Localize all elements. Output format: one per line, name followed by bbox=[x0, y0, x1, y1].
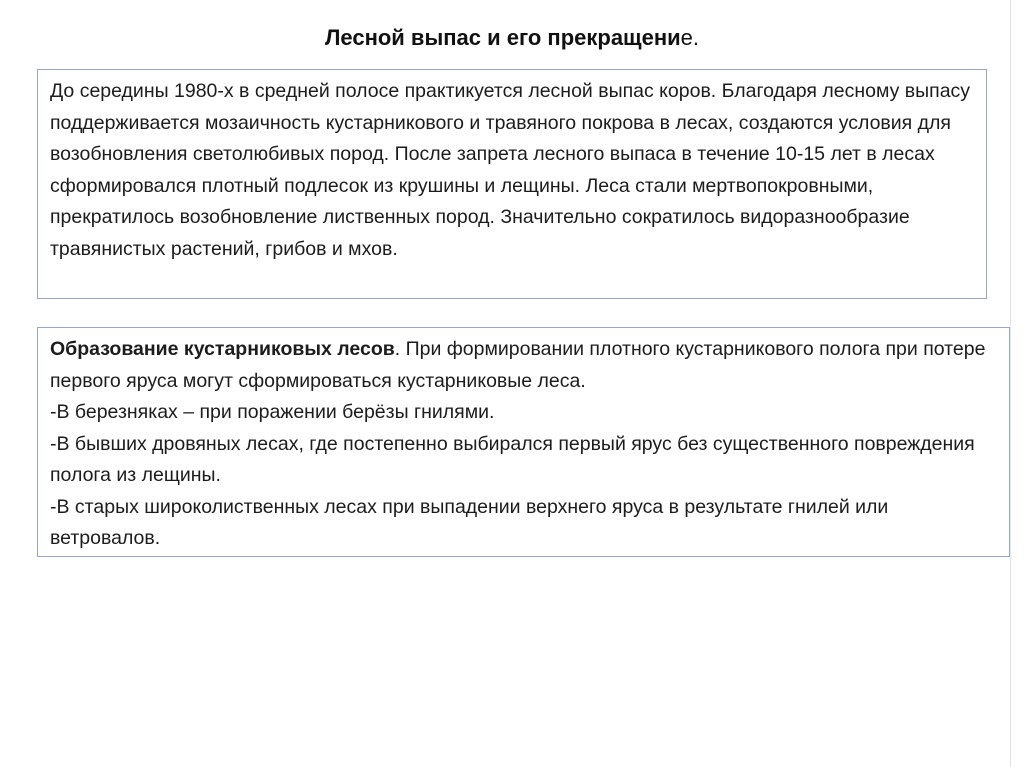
forest-grazing-text-box bbox=[37, 69, 987, 299]
slide-title bbox=[0, 24, 1024, 52]
shrub-forests-item-birch: -В березняках – при поражении берёзы гнилями. bbox=[50, 401, 495, 423]
shrub-forests-text-box bbox=[37, 327, 1010, 557]
slide-edge-divider bbox=[1010, 0, 1011, 767]
slide-title-ending: е. bbox=[680, 25, 700, 50]
shrub-forests-item-firewood: -В бывших дровяных лесах, где постепенно выбирался первый ярус без существенного повреждения полога из лещины. bbox=[50, 432, 975, 486]
shrub-forests-item-broadleaf: -В старых широколиственных лесах при выпадении верхнего яруса в результате гнилей или ветровалов. bbox=[50, 495, 889, 549]
shrub-forests-lead-paragraph bbox=[50, 334, 997, 397]
shrub-forests-lead-rest: . При формировании плотного кустарникового полога при потере первого яруса могут сформироваться кустарниковые леса. bbox=[50, 338, 986, 392]
slide-title-main: Лесной выпас и его прекращени bbox=[324, 25, 681, 50]
forest-grazing-paragraph: До середины 1980-х в средней полосе практикуется лесной выпас коров. Благодаря лесному выпасу поддерживается мозаичность кустарникового и травяного покрова в лесах, создаются условия для возобновления светолюбивых пород. После запрета лесного выпаса в течение 10-15 лет в лесах сформировался плотный подлесок из крушины и лещины. Леса стали мертвопокровными, прекратилось возобновление лиственных пород. Значительно сократилось видоразнообразие травянистых растений, грибов и мхов. bbox=[50, 80, 971, 260]
shrub-forests-lead-bold: Образование кустарниковых лесов bbox=[50, 338, 395, 360]
